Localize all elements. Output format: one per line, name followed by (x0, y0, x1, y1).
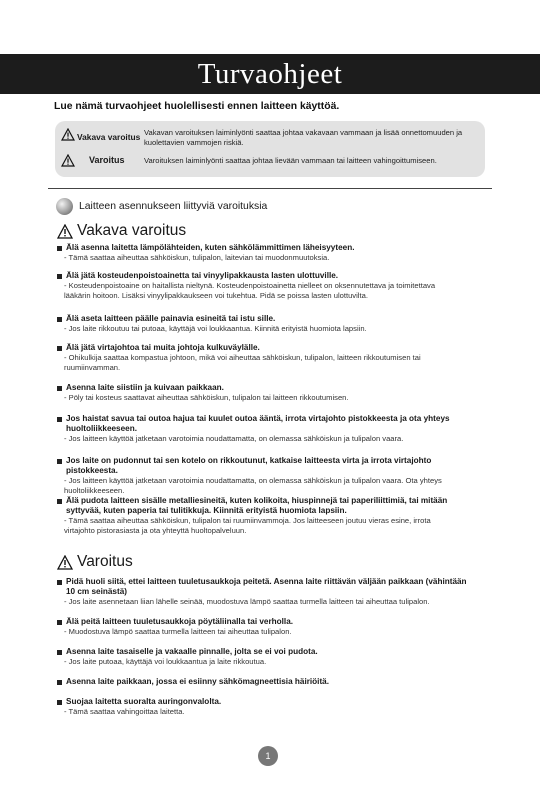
item-detail: - Tämä saattaa vahingoittaa laitetta. (64, 707, 185, 716)
item-detail: - Pöly tai kosteus saattavat aiheuttaa sähköiskun, tulipalon tai laitteen rikkoutumisen. (64, 393, 349, 402)
item-heading: Älä aseta laitteen päälle painavia esineitä tai istu sille. (57, 314, 477, 324)
item-heading: Älä jätä kosteudenpoistoainetta tai vinyylipakkausta lasten ulottuville. (57, 271, 477, 281)
item-heading: Älä jätä virtajohtoa tai muita johtoja kulkuväylälle. (57, 343, 477, 353)
item-detail: - Jos laite putoaa, käyttäjä voi loukkaantua ja laite rikkoutua. (64, 657, 267, 666)
item-heading: Jos haistat savua tai outoa hajua tai kuulet outoa ääntä, irrota virtajohto pistokkeesta ja ota yhteys huoltoliikkeeseen. (57, 414, 477, 434)
item-heading: Älä pudota laitteen sisälle metalliesineitä, kuten kolikoita, hiuspinnejä tai paperiliittimiä, tai mitään syttyvää, kuten paperia tai tulitikkuja. Kiinnitä erityistä huomiota lapsiin. (57, 496, 477, 516)
item-detail: huoltoliikkeeseen. (64, 485, 125, 495)
legend-box (55, 121, 485, 177)
legend-row-caution (55, 153, 485, 173)
item-detail: - Kosteudenpoistoaine on haitallista nieltynä. Kosteudenpoistoainetta nielleet on oksennutettava ja toimitettava (64, 281, 436, 290)
item-detail: - Jos laitteen käyttöä jatketaan varotoimia noudattamatta, on olemassa sähköiskun ja tulipalon vaara. (64, 434, 404, 443)
warning-triangle-icon (57, 555, 73, 575)
divider (48, 188, 492, 189)
item-heading: Älä peitä laitteen tuuletusaukkoja pöytäliinalla tai verholla. (57, 617, 477, 627)
item-heading: Asenna laite siistiin ja kuivaan paikkaan. (57, 383, 477, 393)
severe-warning-title: Vakava varoitus (77, 222, 187, 239)
item-detail: - Ohikulkija saattaa kompastua johtoon, mikä voi aiheuttaa sähköiskun, tulipalon, laitteen rikkoutumisen tai (64, 353, 421, 362)
item-detail: - Jos laite asennetaan liian lähelle seinää, muodostuva lämpö saattaa turmella laitteen tai aiheuttaa tulipalon. (64, 597, 430, 606)
item-detail: - Jos laite rikkoutuu tai putoaa, käyttäjä voi loukkaantua. Kiinnitä erityistä huomiota lapsiin. (64, 324, 367, 333)
item-detail: - Muodostuva lämpö saattaa turmella laitteen tai aiheuttaa tulipalon. (64, 627, 292, 636)
list-item (57, 697, 477, 717)
item-heading: Asenna laite tasaiselle ja vakaalle pinnalle, jolta se ei voi pudota. (57, 647, 477, 657)
warning-triangle-icon (61, 128, 75, 146)
list-item (57, 647, 477, 667)
legend-label-caution: Varoitus (89, 155, 125, 165)
item-heading: Jos laite on pudonnut tai sen kotelo on rikkoutunut, katkaise laitteesta virta ja irrota virtajohto pistokkeesta. (57, 456, 477, 476)
item-heading: Asenna laite paikkaan, jossa ei esiinny sähkömagneettisia häiriöitä. (57, 677, 477, 687)
legend-row-severe (55, 125, 485, 151)
list-item (57, 617, 477, 637)
page-title: Turvaohjeet (197, 58, 343, 90)
section-title: Laitteen asennukseen liittyviä varoituksia (79, 201, 268, 212)
title-bar (0, 54, 540, 94)
item-detail: lääkärin hoitoon. Lisäksi vinyylipakkaukseen voi tukehtua. Pidä se poissa lasten ulottuvilta. (64, 290, 368, 300)
list-item (57, 677, 477, 687)
bullet-ball-icon (56, 198, 73, 215)
warning-triangle-icon (57, 224, 73, 244)
intro-text: Lue nämä turvaohjeet huolellisesti ennen laitteen käyttöä. (54, 101, 340, 112)
item-detail: - Jos laitteen käyttöä jatketaan varotoimia noudattamatta, on olemassa sähköiskun ja tulipalon vaara. Ota yhteys (64, 476, 442, 485)
item-detail: - Tämä saattaa aiheuttaa sähköiskun, tulipalon, laitevian tai muodonmuutoksia. (64, 253, 330, 262)
list-item (57, 343, 477, 373)
list-item (57, 414, 477, 444)
item-heading: Älä asenna laitetta lämpölähteiden, kuten sähkölämmittimen läheisyyteen. (57, 243, 477, 253)
caution-title: Varoitus (77, 553, 133, 570)
page-number: 1 (258, 746, 278, 766)
list-item (57, 243, 477, 263)
list-item (57, 271, 477, 301)
legend-label-severe: Vakava varoitus (77, 132, 141, 142)
item-detail: ruumiinvamman. (64, 362, 121, 372)
list-item (57, 383, 477, 403)
legend-text-severe: Vakavan varoituksen laiminlyönti saattaa johtaa vakavaan vammaan ja lisää onnettomuuden ja kuolettavien vammojen riskiä. (144, 128, 463, 147)
item-detail: virtajohto pistorasiasta ja ota yhteyttä huoltopalveluun. (64, 525, 247, 535)
list-item (57, 314, 477, 334)
warning-triangle-icon (61, 154, 75, 172)
list-item (57, 456, 477, 496)
item-heading: Suojaa laitetta suoralta auringonvalolta. (57, 697, 477, 707)
item-detail: - Tämä saattaa aiheuttaa sähköiskun, tulipalon tai ruumiinvammoja. Jos laitteeseen joutuu vieras esine, irrota (64, 516, 431, 525)
list-item (57, 496, 477, 536)
item-heading: Pidä huoli siitä, ettei laitteen tuuletusaukkoja peitetä. Asenna laite riittävän väljään paikkaan (vähintään 10 cm seinästä) (57, 577, 477, 597)
legend-text-caution: Varoituksen laiminlyönti saattaa johtaa lievään vammaan tai laitteen vahingoittumiseen. (144, 156, 437, 165)
list-item (57, 577, 477, 607)
